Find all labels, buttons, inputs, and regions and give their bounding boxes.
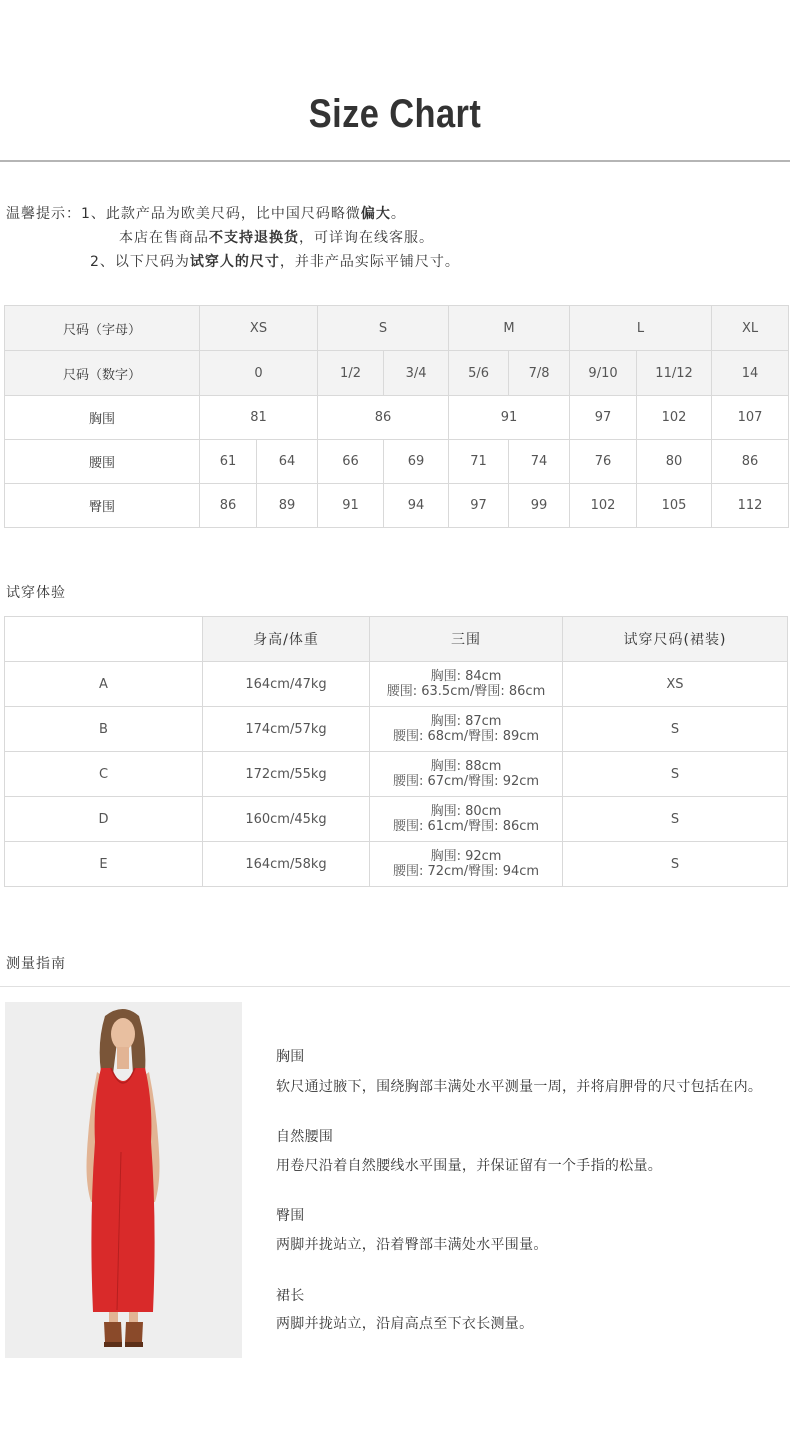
size-letter-cell: L bbox=[570, 306, 712, 351]
tryon-row bbox=[5, 842, 788, 887]
page-title: Size Chart bbox=[308, 92, 482, 136]
tryon-waist-hip: 腰围: 68cm/臀围: 89cm bbox=[392, 729, 540, 744]
notice-end-3: ，并非产品实际平铺尺寸。 bbox=[279, 254, 460, 270]
waist-row bbox=[5, 440, 789, 484]
size-number-cell: 1/2 bbox=[318, 351, 384, 396]
title-divider bbox=[0, 160, 790, 162]
tryon-measurements bbox=[370, 842, 563, 887]
tryon-height-weight: 172cm/55kg bbox=[203, 752, 370, 797]
notice-bold-2: 不支持退换货 bbox=[209, 230, 299, 246]
bust-cell: 97 bbox=[570, 396, 637, 440]
notice-num-3: 2、 bbox=[90, 254, 115, 270]
waist-cell: 61 bbox=[200, 440, 257, 484]
bust-row bbox=[5, 396, 789, 440]
size-number-cell: 7/8 bbox=[509, 351, 570, 396]
tryon-section-title: 试穿体验 bbox=[6, 585, 66, 601]
tryon-bust: 胸围: 84cm bbox=[430, 669, 502, 684]
size-letter-cell: M bbox=[449, 306, 570, 351]
size-number-cell: 14 bbox=[712, 351, 789, 396]
hip-cell: 89 bbox=[257, 484, 318, 528]
tryon-header-row bbox=[5, 617, 788, 662]
tryon-id: E bbox=[5, 842, 203, 887]
tryon-size: S bbox=[563, 797, 788, 842]
tryon-size: XS bbox=[563, 662, 788, 707]
tryon-height-weight: 164cm/47kg bbox=[203, 662, 370, 707]
tryon-row bbox=[5, 797, 788, 842]
size-letter-label: 尺码（字母） bbox=[5, 306, 200, 351]
hip-cell: 105 bbox=[637, 484, 712, 528]
size-number-cell: 9/10 bbox=[570, 351, 637, 396]
tryon-header-cell: 身高/体重 bbox=[203, 617, 370, 662]
size-number-row bbox=[5, 351, 789, 396]
bust-cell: 86 bbox=[318, 396, 449, 440]
size-letter-row bbox=[5, 306, 789, 351]
size-number-cell: 0 bbox=[200, 351, 318, 396]
guide-item-desc: 两脚并拢站立，沿着臀部丰满处水平围量。 bbox=[276, 1237, 548, 1253]
tryon-measurements bbox=[370, 752, 563, 797]
notice-prefix: 温馨提示： bbox=[6, 206, 81, 222]
size-number-cell: 3/4 bbox=[384, 351, 449, 396]
bust-label: 胸围 bbox=[5, 396, 200, 440]
guide-section-title: 测量指南 bbox=[6, 956, 66, 972]
waist-cell: 64 bbox=[257, 440, 318, 484]
guide-divider bbox=[0, 986, 790, 987]
waist-cell: 66 bbox=[318, 440, 384, 484]
tryon-header-cell: 三围 bbox=[370, 617, 563, 662]
tryon-bust: 胸围: 88cm bbox=[430, 759, 502, 774]
size-letter-cell: S bbox=[318, 306, 449, 351]
tryon-header-blank bbox=[5, 617, 203, 662]
tryon-waist-hip: 腰围: 61cm/臀围: 86cm bbox=[392, 819, 540, 834]
guide-item-desc: 软尺通过腋下，围绕胸部丰满处水平测量一周，并将肩胛骨的尺寸包括在内。 bbox=[276, 1079, 763, 1095]
guide-item-title: 胸围 bbox=[276, 1049, 305, 1065]
tryon-row bbox=[5, 707, 788, 752]
tryon-measurements bbox=[370, 707, 563, 752]
notice-line-3 bbox=[90, 250, 460, 274]
tryon-waist-hip: 腰围: 67cm/臀围: 92cm bbox=[392, 774, 540, 789]
size-letter-cell: XS bbox=[200, 306, 318, 351]
bust-cell: 107 bbox=[712, 396, 789, 440]
hip-cell: 112 bbox=[712, 484, 789, 528]
tryon-size: S bbox=[563, 707, 788, 752]
tryon-height-weight: 164cm/58kg bbox=[203, 842, 370, 887]
tryon-table bbox=[4, 616, 788, 887]
hip-cell: 99 bbox=[509, 484, 570, 528]
bust-cell: 102 bbox=[637, 396, 712, 440]
tryon-header-cell: 试穿尺码(裙装) bbox=[563, 617, 788, 662]
guide-item-desc: 用卷尺沿着自然腰线水平围量，并保证留有一个手指的松量。 bbox=[276, 1158, 663, 1174]
tryon-bust: 胸围: 87cm bbox=[430, 714, 502, 729]
waist-cell: 76 bbox=[570, 440, 637, 484]
waist-cell: 86 bbox=[712, 440, 789, 484]
tryon-id: D bbox=[5, 797, 203, 842]
tryon-height-weight: 160cm/45kg bbox=[203, 797, 370, 842]
guide-item-title: 臀围 bbox=[276, 1208, 305, 1224]
notice-bold-3: 试穿人的尺寸 bbox=[189, 254, 280, 270]
guide-item-title: 裙长 bbox=[276, 1288, 305, 1304]
guide-item-title: 自然腰围 bbox=[276, 1129, 334, 1145]
size-number-cell: 11/12 bbox=[637, 351, 712, 396]
bust-cell: 91 bbox=[449, 396, 570, 440]
size-letter-cell: XL bbox=[712, 306, 789, 351]
notice-text-2: 本店在售商品 bbox=[119, 230, 209, 246]
guide-item-desc: 两脚并拢站立，沿肩高点至下衣长测量。 bbox=[276, 1316, 534, 1332]
size-number-cell: 5/6 bbox=[449, 351, 509, 396]
tryon-id: A bbox=[5, 662, 203, 707]
tryon-waist-hip: 腰围: 63.5cm/臀围: 86cm bbox=[386, 684, 546, 699]
tryon-id: B bbox=[5, 707, 203, 752]
waist-cell: 69 bbox=[384, 440, 449, 484]
hip-cell: 86 bbox=[200, 484, 257, 528]
tryon-row bbox=[5, 662, 788, 707]
notice-text-3: 以下尺码为 bbox=[114, 254, 190, 270]
waist-cell: 80 bbox=[637, 440, 712, 484]
hip-cell: 91 bbox=[318, 484, 384, 528]
tryon-measurements bbox=[370, 797, 563, 842]
notice-end-1: 。 bbox=[390, 206, 406, 222]
waist-cell: 71 bbox=[449, 440, 509, 484]
hip-row bbox=[5, 484, 789, 528]
waist-label: 腰围 bbox=[5, 440, 200, 484]
tryon-size: S bbox=[563, 842, 788, 887]
tryon-row bbox=[5, 752, 788, 797]
notice-num-1: 1、 bbox=[81, 206, 106, 222]
hip-cell: 94 bbox=[384, 484, 449, 528]
size-number-label: 尺码（数字） bbox=[5, 351, 200, 396]
tryon-bust: 胸围: 80cm bbox=[430, 804, 502, 819]
hip-label: 臀围 bbox=[5, 484, 200, 528]
notice-line-2 bbox=[119, 226, 434, 250]
notice-text-1: 此款产品为欧美尺码，比中国尺码略微 bbox=[105, 206, 361, 222]
tryon-measurements bbox=[370, 662, 563, 707]
tryon-height-weight: 174cm/57kg bbox=[203, 707, 370, 752]
model-photo bbox=[5, 1002, 242, 1358]
tryon-bust: 胸围: 92cm bbox=[430, 849, 502, 864]
notice-end-2: ，可详询在线客服。 bbox=[299, 230, 434, 246]
hip-cell: 102 bbox=[570, 484, 637, 528]
notice-bold-1: 偏大 bbox=[360, 206, 391, 222]
tryon-id: C bbox=[5, 752, 203, 797]
tryon-size: S bbox=[563, 752, 788, 797]
model-illustration bbox=[5, 1002, 242, 1358]
waist-cell: 74 bbox=[509, 440, 570, 484]
bust-cell: 81 bbox=[200, 396, 318, 440]
hip-cell: 97 bbox=[449, 484, 509, 528]
notice-line-1 bbox=[6, 202, 406, 226]
size-table bbox=[4, 305, 789, 528]
tryon-waist-hip: 腰围: 72cm/臀围: 94cm bbox=[392, 864, 540, 879]
